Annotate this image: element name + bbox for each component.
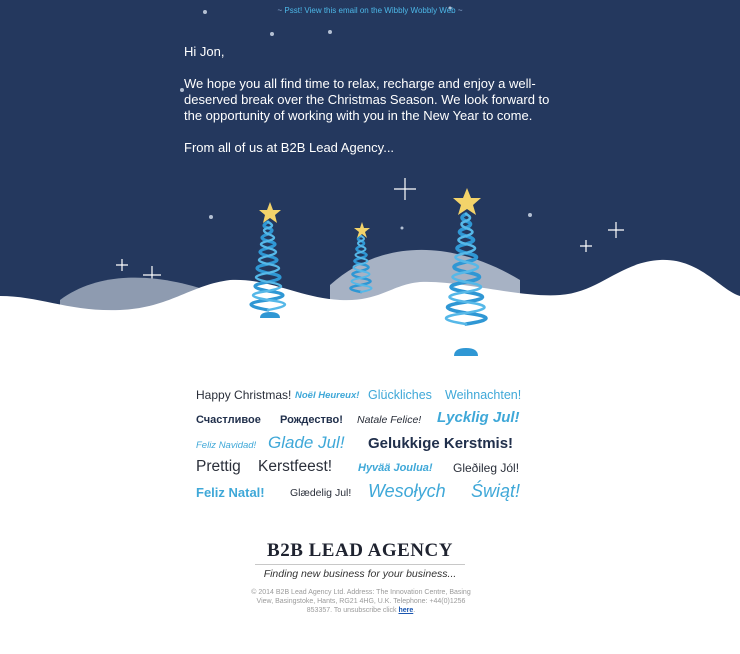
view-online-prefix: ~ [277,6,285,15]
greeting-text: Noël Heureux! [295,390,360,401]
greeting-text: Wesołych [368,481,446,501]
star-icon [259,202,281,223]
greeting-text: Prettig [196,458,241,475]
greeting-text: Świąt! [471,481,521,501]
view-online-bar [0,6,740,15]
greeting-text: Glückliches [368,388,432,402]
star-icon [453,188,481,215]
greeting-text: Happy Christmas! [196,388,292,402]
logo-name: B2B LEAD AGENCY [267,540,453,561]
greeting-text: Feliz Navidad! [196,440,257,451]
greeting-text: Kerstfeest! [258,458,333,475]
signoff: From all of us at B2B Lead Agency... [184,140,395,155]
greeting-text: Glædelig Jul! [290,487,352,499]
logo-tagline: Finding new business for your business... [263,568,457,580]
logo-divider [255,564,465,565]
greeting-text: Счастливое [196,414,261,426]
greeting-text: Рождество! [280,414,343,426]
unsubscribe-link[interactable]: here [398,607,414,614]
greeting-text: Glade Jul! [268,433,345,452]
view-online-suffix: ~ [455,6,463,15]
message-block [184,44,554,172]
message-body: We hope you all find time to relax, recharge and enjoy a well-deserved break over the Christmas Season. We look forward to the opportunity of working with you in the New Year to come. [184,76,550,123]
greeting-text: Gelukkige Kerstmis! [368,435,514,452]
greeting-text: Feliz Natal! [196,485,265,500]
footer-text: © 2014 B2B Lead Agency Ltd. Address: The Innovation Centre, Basing View, Basingstoke, Hants, RG21 4HG, U.K. Telephone: +44(0)1256 853357. To unsubscribe click [251,589,471,614]
greeting-text: Weihnachten! [445,388,522,402]
company-logo [255,540,465,580]
view-online-link[interactable]: Psst! View this email on the Wibbly Wobbly Web [284,6,456,15]
greeting-text: Natale Felice! [357,414,422,426]
footer-end: . [413,607,416,614]
greeting-text: Gleðileg Jól! [453,461,520,475]
greeting-text: Hyvää Joulua! [358,462,433,474]
footer-legal [250,588,472,615]
greeting-text: Lycklig Jul! [437,409,520,426]
salutation: Hi Jon, [184,44,225,59]
